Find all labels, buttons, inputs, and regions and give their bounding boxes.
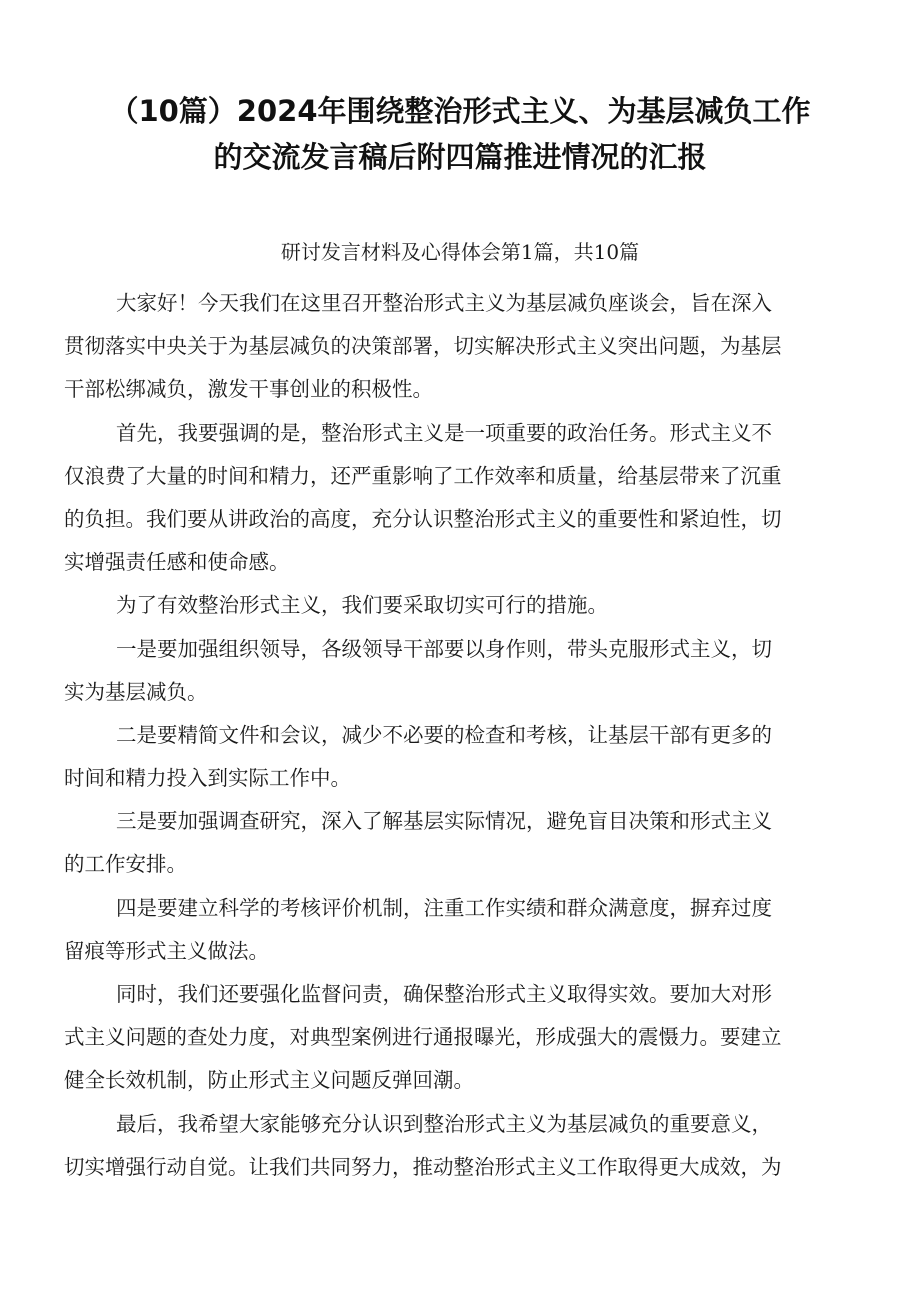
title-line-1: （10篇）2024年围绕整治形式主义、为基层减负工作 [109, 94, 811, 128]
paragraph-line: 四是要建立科学的考核评价机制，注重工作实绩和群众满意度，摒弃过度 [116, 895, 772, 920]
paragraph [64, 584, 864, 627]
paragraph-line: 一是要加强组织领导，各级领导干部要以身作则，带头克服形式主义，切 [116, 636, 772, 661]
paragraph [64, 412, 864, 585]
paragraph-line: 仅浪费了大量的时间和精力，还严重影响了工作效率和质量，给基层带来了沉重 [64, 463, 782, 488]
document-body [64, 282, 864, 1189]
paragraph-line: 三是要加强调查研究，深入了解基层实际情况，避免盲目决策和形式主义 [116, 809, 772, 834]
paragraph [64, 282, 864, 412]
paragraph-line: 式主义问题的查处力度，对典型案例进行通报曝光，形成强大的震慑力。要建立 [64, 1025, 782, 1050]
paragraph [64, 1103, 864, 1189]
title-line-2: 的交流发言稿后附四篇推进情况的汇报 [213, 140, 707, 174]
paragraph-line: 切实增强行动自觉。让我们共同努力，推动整治形式主义工作取得更大成效，为 [64, 1154, 782, 1179]
paragraph-line: 为了有效整治形式主义，我们要采取切实可行的措施。 [116, 593, 608, 618]
paragraph-line: 贯彻落实中央关于为基层减负的决策部署，切实解决形式主义突出问题，为基层 [64, 334, 782, 359]
paragraph-line: 同时，我们还要强化监督问责，确保整治形式主义取得实效。要加大对形 [116, 982, 772, 1006]
paragraph-line: 的工作安排。 [64, 852, 187, 877]
paragraph-line: 实为基层减负。 [64, 679, 208, 704]
paragraph [64, 800, 864, 886]
paragraph [64, 714, 864, 800]
paragraph-line: 大家好！今天我们在这里召开整治形式主义为基层减负座谈会，旨在深入 [116, 291, 772, 315]
paragraph-line: 健全长效机制，防止形式主义问题反弹回潮。 [64, 1068, 474, 1093]
paragraph-line: 二是要精简文件和会议，减少不必要的检查和考核，让基层干部有更多的 [116, 722, 772, 747]
paragraph-line: 时间和精力投入到实际工作中。 [64, 766, 351, 791]
document-subtitle: 研讨发言材料及心得体会第1篇，共10篇 [280, 240, 640, 264]
paragraph-line: 干部松绑减负，激发干事创业的积极性。 [64, 377, 433, 402]
paragraph-line: 留痕等形式主义做法。 [64, 938, 269, 963]
document-title [60, 88, 860, 180]
paragraph [64, 628, 864, 714]
paragraph-line: 最后，我希望大家能够充分认识到整治形式主义为基层减负的重要意义， [116, 1111, 772, 1136]
paragraph-line: 的负担。我们要从讲政治的高度，充分认识整治形式主义的重要性和紧迫性，切 [64, 506, 782, 531]
paragraph [64, 887, 864, 973]
paragraph-line: 实增强责任感和使命感。 [64, 550, 290, 575]
paragraph-line: 首先，我要强调的是，整治形式主义是一项重要的政治任务。形式主义不 [116, 420, 772, 445]
paragraph [64, 973, 864, 1103]
